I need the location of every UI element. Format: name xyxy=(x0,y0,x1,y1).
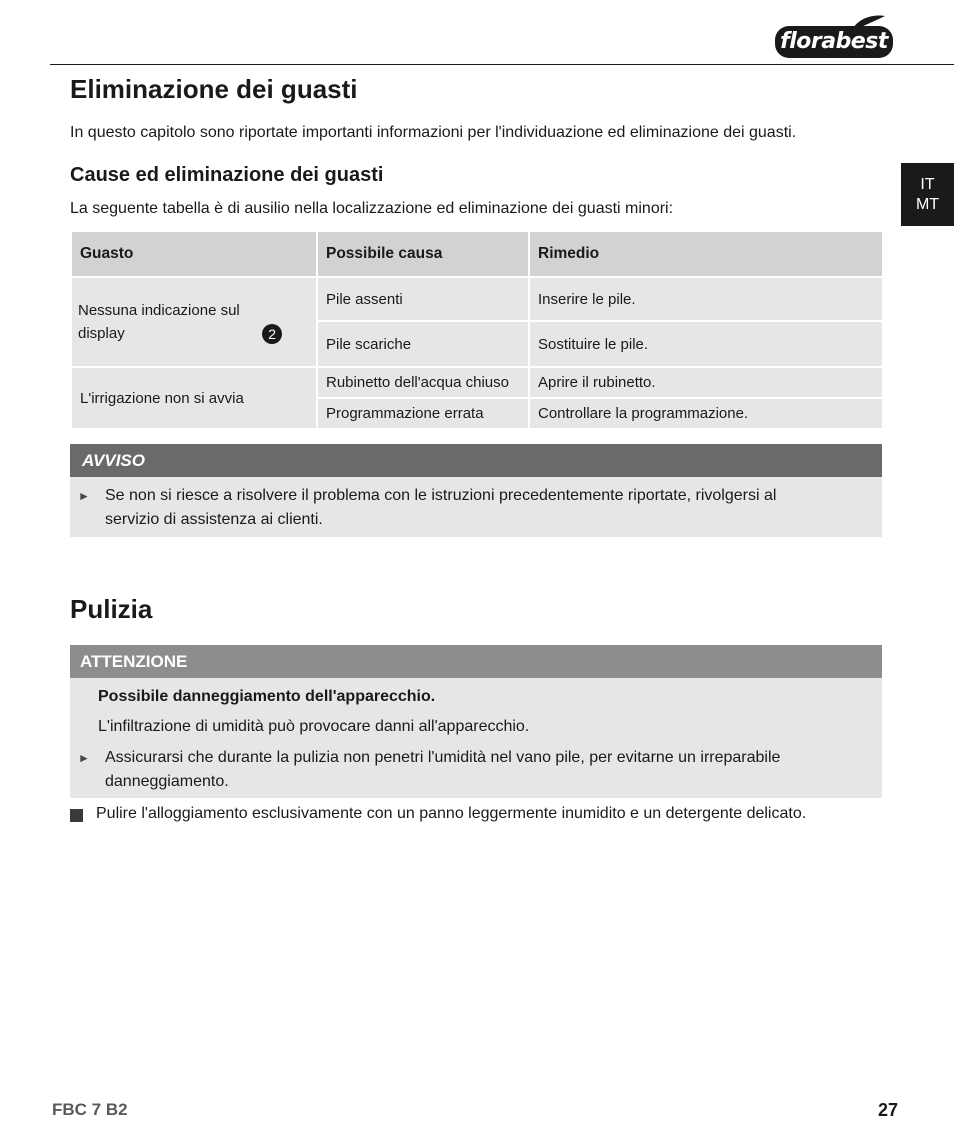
cause-cell: Pile assenti xyxy=(317,277,529,321)
square-bullet-icon xyxy=(70,809,83,822)
fault-cell xyxy=(71,277,317,367)
subsection-title: Cause ed eliminazione dei guasti xyxy=(70,164,384,186)
warning-line: Assicurarsi che durante la pulizia non penetri l'umidità nel vano pile, per evitarne un irreparabile xyxy=(105,749,781,766)
notice-label: AVVISO xyxy=(70,444,882,477)
model-number: FBC 7 B2 xyxy=(52,1100,128,1119)
remedy-cell: Aprire il rubinetto. xyxy=(529,367,883,398)
column-header-cause: Possibile causa xyxy=(317,231,529,277)
brand-logo xyxy=(775,14,893,60)
notice-line: Se non si riesce a risolvere il problema con le istruzioni precedentemente riportate, rivolgersi al xyxy=(105,487,777,504)
fault-cell: L'irrigazione non si avvia xyxy=(71,367,317,429)
warning-label: ATTENZIONE xyxy=(70,645,882,678)
notice-box xyxy=(70,444,882,537)
arrow-right-icon: ► xyxy=(78,751,90,765)
table-row xyxy=(71,277,883,321)
remedy-cell: Inserire le pile. xyxy=(529,277,883,321)
warning-box xyxy=(70,645,882,798)
fault-text: Nessuna indicazione sul display xyxy=(78,302,240,342)
table-header-row xyxy=(71,231,883,277)
remedy-cell: Controllare la programmazione. xyxy=(529,398,883,429)
display-ref-badge: 2 xyxy=(262,324,282,344)
warning-heading: Possibile danneggiamento dell'apparecchio. xyxy=(98,688,436,705)
cause-cell: Pile scariche xyxy=(317,321,529,367)
table-intro: La seguente tabella è di ausilio nella localizzazione ed eliminazione dei guasti minori: xyxy=(70,200,674,217)
warning-line: danneggiamento. xyxy=(105,773,229,790)
column-header-remedy: Rimedio xyxy=(529,231,883,277)
table-row xyxy=(71,367,883,398)
language-tab xyxy=(901,163,954,226)
warning-text: L'infiltrazione di umidità può provocare danni all'apparecchio. xyxy=(98,718,530,735)
page-number: 27 xyxy=(878,1100,899,1120)
cause-cell: Programmazione errata xyxy=(317,398,529,429)
cleaning-instruction: Pulire l'alloggiamento esclusivamente con un panno leggermente inumidito e un detergente delicato. xyxy=(96,805,807,822)
notice-line: servizio di assistenza ai clienti. xyxy=(105,511,323,528)
header-rule xyxy=(50,64,954,65)
logo-text: florabest xyxy=(780,29,888,54)
arrow-right-icon: ► xyxy=(78,489,90,503)
language-code-it: IT xyxy=(920,176,935,193)
section-title-cleaning: Pulizia xyxy=(70,594,153,624)
intro-paragraph: In questo capitolo sono riportate importanti informazioni per l'individuazione ed eliminazione dei guasti. xyxy=(70,124,797,141)
remedy-cell: Sostituire le pile. xyxy=(529,321,883,367)
section-title-troubleshooting: Eliminazione dei guasti xyxy=(70,74,358,104)
fault-table xyxy=(70,230,884,430)
cause-cell: Rubinetto dell'acqua chiuso xyxy=(317,367,529,398)
column-header-fault: Guasto xyxy=(71,231,317,277)
language-code-mt: MT xyxy=(915,196,940,213)
